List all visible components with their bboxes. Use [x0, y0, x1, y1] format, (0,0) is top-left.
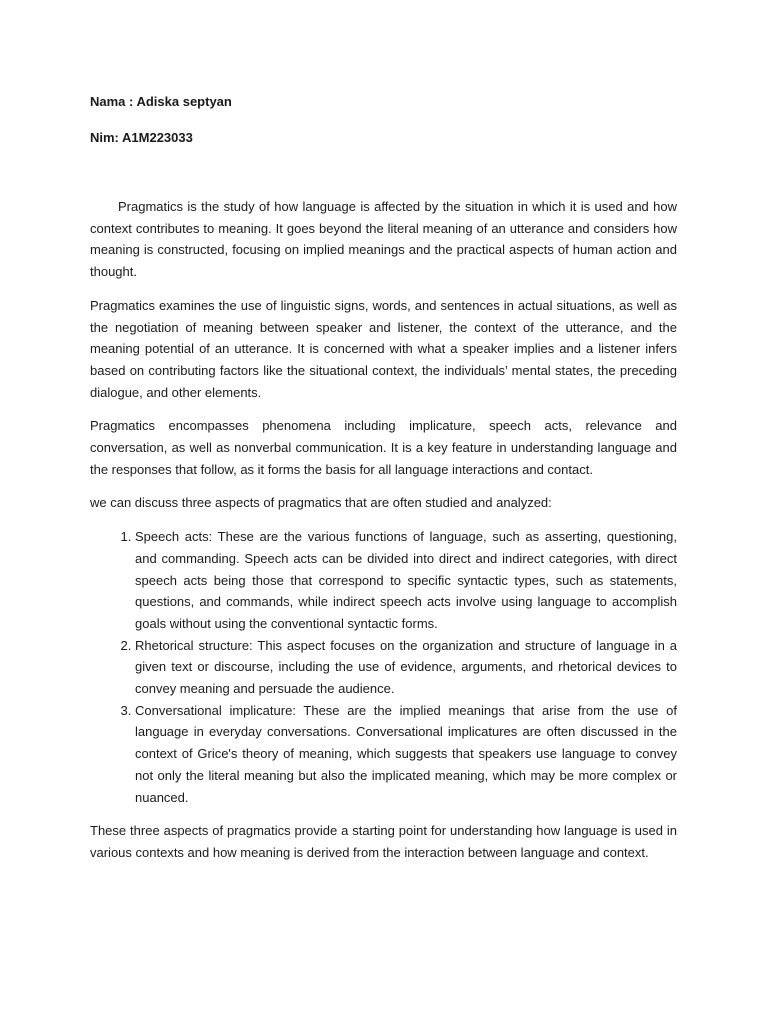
list-intro-paragraph: we can discuss three aspects of pragmatics that are often studied and analyzed:	[90, 495, 552, 511]
closing-paragraph: These three aspects of pragmatics provide a starting point for understanding how language is used in various contexts and how meaning is derived from the interaction between language and context.	[90, 823, 677, 860]
intro-paragraph: Pragmatics is the study of how language is affected by the situation in which it is used and how context contributes to meaning. It goes beyond the literal meaning of an utterance and considers how meaning is constructed, focusing on implied meanings and the practical aspects of human action and thought.	[90, 199, 677, 280]
document-content	[90, 92, 677, 876]
student-nim-line: Nim: A1M223033	[90, 130, 193, 145]
aspects-list	[90, 526, 677, 808]
body-paragraph: Pragmatics examines the use of linguistic signs, words, and sentences in actual situations, as well as the negotiation of meaning between speaker and listener, the context of the utterance, and the meaning potential of an utterance. It is concerned with what a speaker implies and a listener infers based on contributing factors like the situational context, the individuals’ mental states, the preceding dialogue, and other elements.	[90, 297, 677, 400]
student-name-line: Nama : Adiska septyan	[90, 94, 232, 109]
body-paragraph: Pragmatics encompasses phenomena including implicature, speech acts, relevance and conversation, as well as nonverbal communication. It is a key feature in understanding language and the responses that follow, as it forms the basis for all language interactions and contact.	[90, 418, 677, 477]
list-item: 2. Rhetorical structure: This aspect focuses on the organization and structure of language in a given text or discourse, including the use of evidence, arguments, and rhetorical devices to convey meaning and persuade the audience.	[135, 635, 677, 700]
list-item: 3. Conversational implicature: These are the implied meanings that arise from the use of language in everyday conversations. Conversational implicatures are often discussed in the context of Grice's theory of meaning, which suggests that speakers use language to convey not only the literal meaning but also the implicated meaning, which may be more complex or nuanced.	[135, 700, 677, 809]
list-item: 1. Speech acts: These are the various functions of language, such as asserting, questioning, and commanding. Speech acts can be divided into direct and indirect categories, with direct speech acts being those that correspond to specific syntactic types, such as statements, questions, and commands, while indirect speech acts involve using language to accomplish goals without using the conventional syntactic forms.	[135, 526, 677, 635]
